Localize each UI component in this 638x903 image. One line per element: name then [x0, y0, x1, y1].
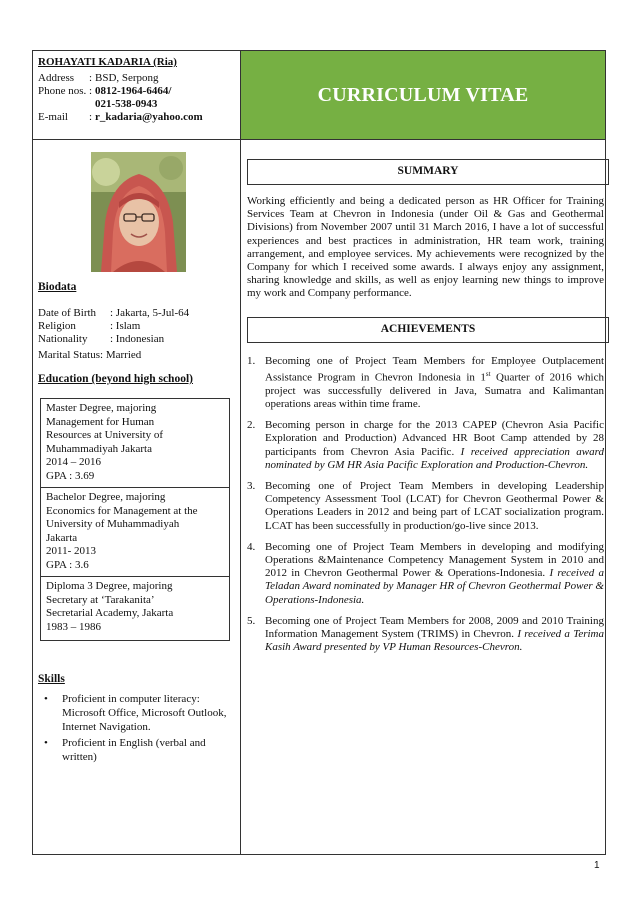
contact-phone — [38, 85, 238, 98]
biodata-value: : Islam — [110, 320, 141, 332]
achievement-text: Becoming person in charge for the 2013 CAPEP (Chevron Asia Pacific Exploration and Production) Advanced HR Boot Camp attended by 28 participants from Chevron Asia Pacific. — [265, 419, 604, 458]
header-divider — [32, 139, 606, 140]
cv-title: CURRICULUM VITAE — [317, 83, 529, 106]
achievements-list — [247, 355, 607, 655]
ordinal-suffix: st — [485, 369, 491, 378]
contact-value: 0812-1964-6464/ — [95, 85, 172, 97]
achievement-number: 3. — [247, 479, 256, 492]
contact-label: Address — [38, 72, 75, 84]
biodata-heading: Biodata — [38, 281, 77, 293]
biodata-row — [38, 333, 238, 346]
contact-label: E-mail — [38, 111, 68, 123]
contact-sep: : — [89, 85, 93, 97]
achievement-award: I received a Terima Kasih Award presented by VP Human Resources-Chevron. — [265, 627, 604, 654]
achievements-heading: ACHIEVEMENTS — [247, 317, 609, 343]
achievement-item — [247, 419, 607, 472]
contact-block — [38, 56, 238, 124]
contact-label: Phone nos. — [38, 85, 87, 97]
contact-phone-2 — [38, 98, 238, 111]
achievement-text: Becoming one of Project Team Members in developing Leadership Competency Assessment Tool (LCAT) for Chevron Geothermal Power & Operations Leaders in 2012 and being part of LCAT socialization program. LCAT has been successfully in production/go-live since 2013. — [265, 479, 604, 532]
profile-photo — [91, 152, 186, 272]
education-entry: Bachelor Degree, majoring Economics for Management at the University of Muhammadiyah Jakarta 2011- 2013 GPA : 3.6 — [40, 488, 230, 577]
biodata-label: Nationality — [38, 333, 88, 345]
contact-address — [38, 72, 238, 85]
achievement-item — [247, 480, 607, 533]
achievement-item — [247, 615, 607, 655]
achievement-text: Becoming one of Project Team Members for Employee Outplacement Assistance Program in Chevron Indonesia in 1 — [265, 354, 604, 384]
biodata-row — [38, 320, 238, 333]
achievement-number: 1. — [247, 354, 256, 367]
biodata-label: Religion — [38, 320, 76, 332]
education-entry: Master Degree, majoring Management for Human Resources at University of Muhammadiyah Jakarta 2014 – 2016 GPA : 3.69 — [40, 398, 230, 488]
skill-item: • Proficient in English (verbal and written) — [38, 736, 238, 764]
contact-sep: : — [89, 72, 93, 84]
education-heading: Education (beyond high school) — [38, 373, 193, 385]
biodata-row — [38, 307, 238, 320]
contact-sep: : — [89, 111, 93, 123]
achievement-item — [247, 541, 607, 607]
contact-label — [38, 98, 89, 111]
biodata-row — [38, 349, 238, 362]
achievement-number: 5. — [247, 614, 256, 627]
achievement-text-cont: Quarter of 2016 which project was successfully delivered in Java, Sumatra and Kalimantan operations areas within time frame. — [265, 371, 604, 410]
skills-list — [38, 692, 238, 764]
contact-value: 021-538-0943 — [95, 98, 158, 110]
contact-value: BSD, Serpong — [95, 72, 159, 84]
skills-heading: Skills — [38, 673, 65, 685]
biodata-label: Marital Status — [38, 349, 101, 361]
summary-heading: SUMMARY — [247, 159, 609, 185]
candidate-name: ROHAYATI KADARIA (Ria) — [38, 56, 177, 68]
biodata-value: : Jakarta, 5-Jul-64 — [110, 307, 190, 319]
education-entry: Diploma 3 Degree, majoring Secretary at ‘Tarakanita’ Secretarial Academy, Jakarta 1983 – 1986 — [40, 577, 230, 641]
achievement-award: I received a Teladan Award nominated by Manager HR of Chevron Geothermal Power & Operations-Indonesia. — [265, 567, 604, 606]
biodata-value: : Married — [100, 349, 142, 361]
achievement-text: Becoming one of Project Team Members in developing and modifying Operations &Maintenance Competency Management System in 2010 and 2012 in Chevron Geothermal Power & Operations-Indonesia. — [265, 540, 604, 580]
title-banner — [241, 51, 605, 139]
summary-text: Working efficiently and being a dedicated person as HR Officer for Training Services Team at Chevron in Indonesia (under Oil & Gas and Geothermal Divisions) from November 2007 until 31 March 2016, I have a lot of successful experiences and best practices in administration, HR team work, training arrangement, and employee services. My achievements were recognized by the Company for which I received some awards. I always enjoy any assignment, sharing knowledge and skills, as well as enjoy learning new things to improve my work and Company performance. — [247, 195, 604, 300]
achievement-award: I received appreciation award nominated by GM HR Asia Pacific Exploration and Production-Chevron. — [265, 445, 604, 471]
skill-item: • Proficient in computer literacy: Microsoft Office, Microsoft Outlook, Internet Navigation. — [38, 692, 238, 734]
left-column — [38, 281, 238, 766]
achievement-text: Becoming one of Project Team Members for 2008, 2009 and 2010 Training Information Management System (TRIMS) in Chevron. — [265, 614, 604, 640]
column-divider — [240, 50, 241, 855]
contact-email — [38, 111, 238, 124]
biodata-label: Date of Birth — [38, 307, 97, 319]
right-column — [247, 159, 607, 662]
page-number: 1 — [594, 860, 600, 871]
contact-value: r_kadaria@yahoo.com — [95, 111, 203, 123]
achievement-number: 2. — [247, 419, 256, 432]
biodata-value: : Indonesian — [110, 333, 165, 345]
achievement-number: 4. — [247, 540, 256, 553]
achievement-item — [247, 355, 607, 411]
